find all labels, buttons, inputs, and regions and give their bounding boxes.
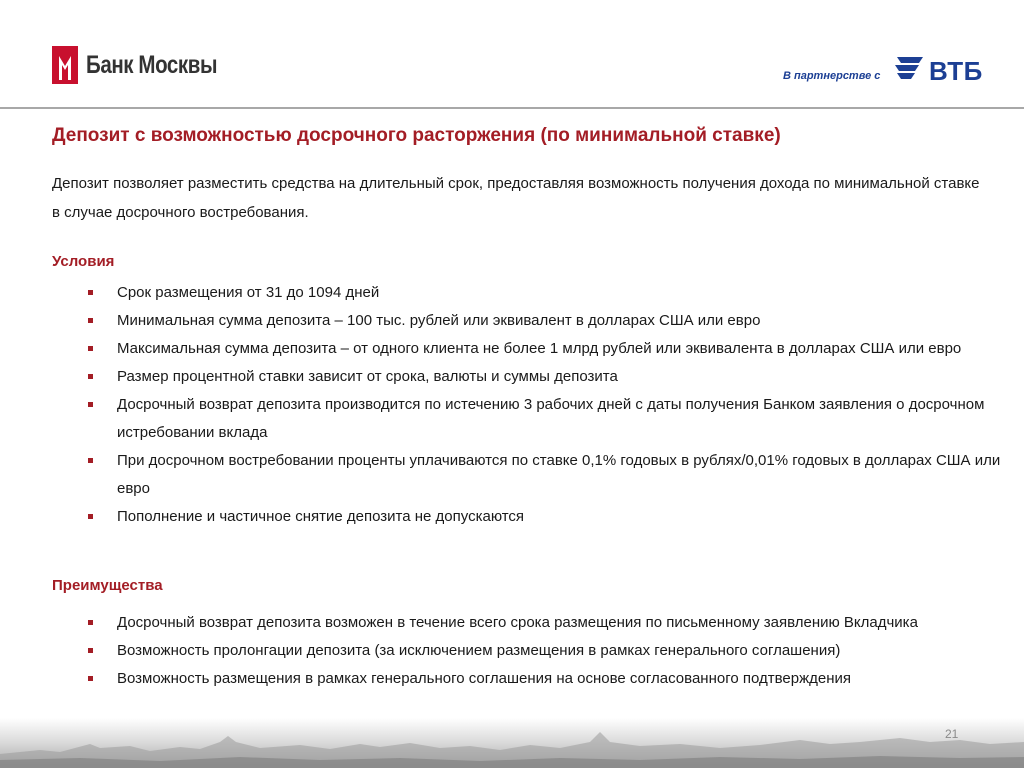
page-title: Депозит с возможностью досрочного расторжения (по минимальной ставке)	[52, 125, 781, 146]
intro-paragraph: Депозит позволяет разместить средства на длительный срок, предоставляя возможность получения дохода по минимальной ставке в случае досрочного востребования.	[52, 175, 980, 221]
list-item: Пополнение и частичное снятие депозита не допускаются	[88, 503, 1018, 531]
list-item: Минимальная сумма депозита – 100 тыс. рублей или эквивалент в долларах США или евро	[88, 307, 1018, 335]
vtb-logo	[893, 46, 983, 87]
conditions-heading: Условия	[52, 253, 115, 270]
page-number: 21	[945, 727, 959, 741]
list-item: Срок размещения от 31 до 1094 дней	[88, 279, 1018, 307]
list-item: Досрочный возврат депозита возможен в течение всего срока размещения по письменному заявлению Вкладчика	[88, 609, 1018, 637]
partner-text: В партнерстве с	[783, 70, 881, 82]
vtb-brand-text: ВТБ	[929, 56, 983, 86]
list-item: Досрочный возврат депозита производится по истечению 3 рабочих дней с даты получения Банком заявления о досрочном истребовании вклада	[88, 391, 1018, 447]
bank-of-moscow-mark-icon	[52, 46, 78, 84]
advantages-list	[88, 609, 1018, 693]
header-divider	[0, 107, 1024, 109]
list-item: Максимальная сумма депозита – от одного клиента не более 1 млрд рублей или эквивалента в долларах США или евро	[88, 335, 1018, 363]
bank-of-moscow-logo	[52, 46, 246, 84]
vtb-mark-icon	[893, 53, 927, 81]
city-skyline-image	[0, 718, 1024, 768]
conditions-list	[88, 279, 1018, 531]
list-item: Размер процентной ставки зависит от срока, валюты и суммы депозита	[88, 363, 1018, 391]
slide-header	[0, 0, 1024, 108]
bank-name: Банк Москвы	[86, 50, 218, 79]
list-item: Возможность размещения в рамках генерального соглашения на основе согласованного подтверждения	[88, 665, 1018, 693]
list-item: Возможность пролонгации депозита (за исключением размещения в рамках генерального соглашения)	[88, 637, 1018, 665]
list-item: При досрочном востребовании проценты уплачиваются по ставке 0,1% годовых в рублях/0,01% годовых в долларах США или евро	[88, 447, 1018, 503]
advantages-heading: Преимущества	[52, 577, 163, 594]
